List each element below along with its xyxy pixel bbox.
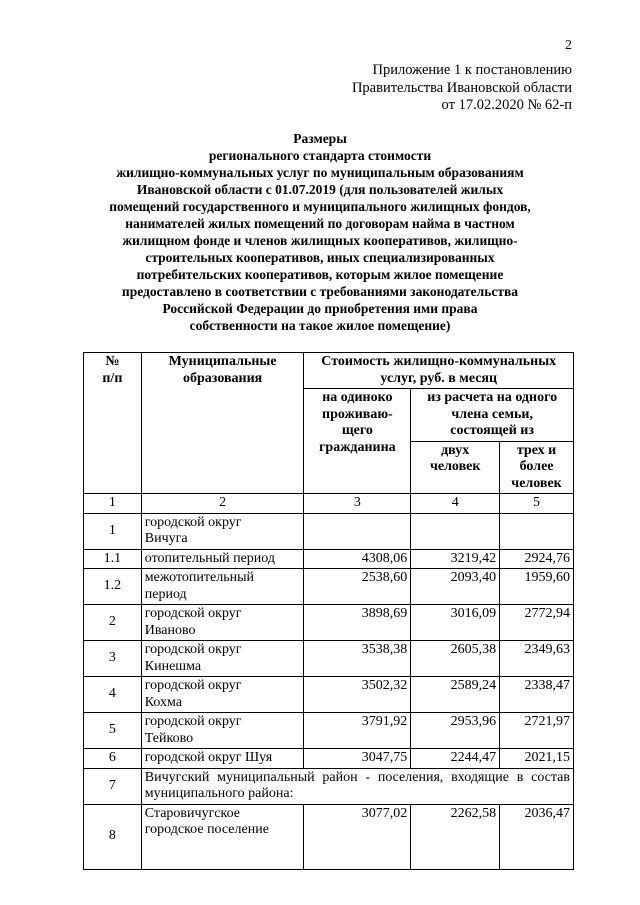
heading-line: помещений государственного и муниципального жилищных фондов, [109,199,531,214]
column-number: 2 [141,494,304,514]
column-number: 4 [411,494,500,514]
municipality-name: городской округ Иваново [141,605,304,641]
column-number: 5 [500,494,574,514]
heading-line: собственности на такое жилое помещение) [189,318,451,333]
table-header-row [84,353,574,389]
cost-two: 2262,58 [411,804,500,869]
header-num: № п/п [84,353,142,494]
cost-single: 4308,06 [304,549,411,569]
cost-single: 3047,75 [304,749,411,769]
municipality-name: отопительный период [141,549,304,569]
table-row [84,513,574,549]
table-row [84,713,574,749]
cost-two: 2953,96 [411,713,500,749]
municipality-name: городской округ Кинешма [141,641,304,677]
district-description: Вичугский муниципальный район - поселения, входящие в состав муниципального района: [141,768,573,804]
municipality-name: Старовичугское городское поселение [141,804,304,869]
heading-line: Российской Федерации до приобретения ими права [162,301,478,316]
cost-three: 2021,15 [500,749,574,769]
cost-three: 2338,47 [500,677,574,713]
column-number: 1 [84,494,142,514]
heading-line: жилищном фонде и членов жилищных кооперативов, жилищно- [122,233,518,248]
row-number: 5 [84,713,142,749]
cost-three [500,513,574,549]
tariff-table [83,352,574,870]
header-cost: Стоимость жилищно-коммунальных услуг, руб. в месяц [304,353,574,389]
cost-three: 2924,76 [500,549,574,569]
cost-single: 3791,92 [304,713,411,749]
column-number: 3 [304,494,411,514]
document-heading [60,130,580,334]
cost-single [304,513,411,549]
cost-three: 2349,63 [500,641,574,677]
row-number: 7 [84,768,142,804]
municipality-name: городской округ Кохма [141,677,304,713]
header-family: из расчета на одного члена семьи, состоящей из [411,389,574,442]
header-two: двух человек [411,441,500,494]
cost-two [411,513,500,549]
cost-single: 3898,69 [304,605,411,641]
heading-line: потребительских кооперативов, которым жилое помещение [136,267,504,282]
municipality-name: городской округ Вичуга [141,513,304,549]
municipality-name: городской округ Шуя [141,749,304,769]
header-three: трех и более человек [500,441,574,494]
table-row [84,641,574,677]
header-single: на одиноко проживаю- щего гражданина [304,389,411,494]
municipality-name: межотопительный период [141,569,304,605]
cost-two: 3219,42 [411,549,500,569]
appendix-line: Правительства Ивановской области [351,79,572,96]
appendix-line: от 17.02.2020 № 62-п [441,97,572,113]
heading-line: Размеры [293,131,347,146]
cost-single: 2538,60 [304,569,411,605]
row-number: 1.2 [84,569,142,605]
cost-three: 2721,97 [500,713,574,749]
cost-two: 2605,38 [411,641,500,677]
cost-two: 2244,47 [411,749,500,769]
heading-line: регионального стандарта стоимости [208,148,432,163]
heading-line: строительных кооперативов, иных специализированных [145,250,495,265]
row-number: 4 [84,677,142,713]
municipality-name: городской округ Тейково [141,713,304,749]
appendix-line: Приложение 1 к постановлению [372,62,572,78]
table-row [84,549,574,569]
table-row [84,749,574,769]
row-number: 3 [84,641,142,677]
row-number: 2 [84,605,142,641]
row-number: 1.1 [84,549,142,569]
table-row [84,804,574,869]
cost-single: 3077,02 [304,804,411,869]
heading-line: предоставлено в соответствии с требованиями законодательства [121,284,519,299]
cost-two: 2589,24 [411,677,500,713]
cost-two: 2093,40 [411,569,500,605]
cost-single: 3502,32 [304,677,411,713]
cost-single: 3538,38 [304,641,411,677]
page-number: 2 [565,38,572,53]
table-row [84,569,574,605]
cost-three: 2036,47 [500,804,574,869]
table-row [84,605,574,641]
table-row [84,677,574,713]
column-number-row [84,494,574,514]
cost-three: 2772,94 [500,605,574,641]
cost-three: 1959,60 [500,569,574,605]
row-number: 8 [84,804,142,869]
heading-line: нанимателей жилых помещений по договорам найма в частном [125,216,515,231]
row-number: 6 [84,749,142,769]
cost-two: 3016,09 [411,605,500,641]
table-row [84,768,574,804]
heading-line: Ивановской области с 01.07.2019 (для пользователей жилых [136,182,504,197]
row-number: 1 [84,513,142,549]
appendix-caption [352,62,572,115]
heading-line: жилищно-коммунальных услуг по муниципальным образованиям [116,165,524,180]
header-municipality: Муниципальные образования [141,353,304,494]
